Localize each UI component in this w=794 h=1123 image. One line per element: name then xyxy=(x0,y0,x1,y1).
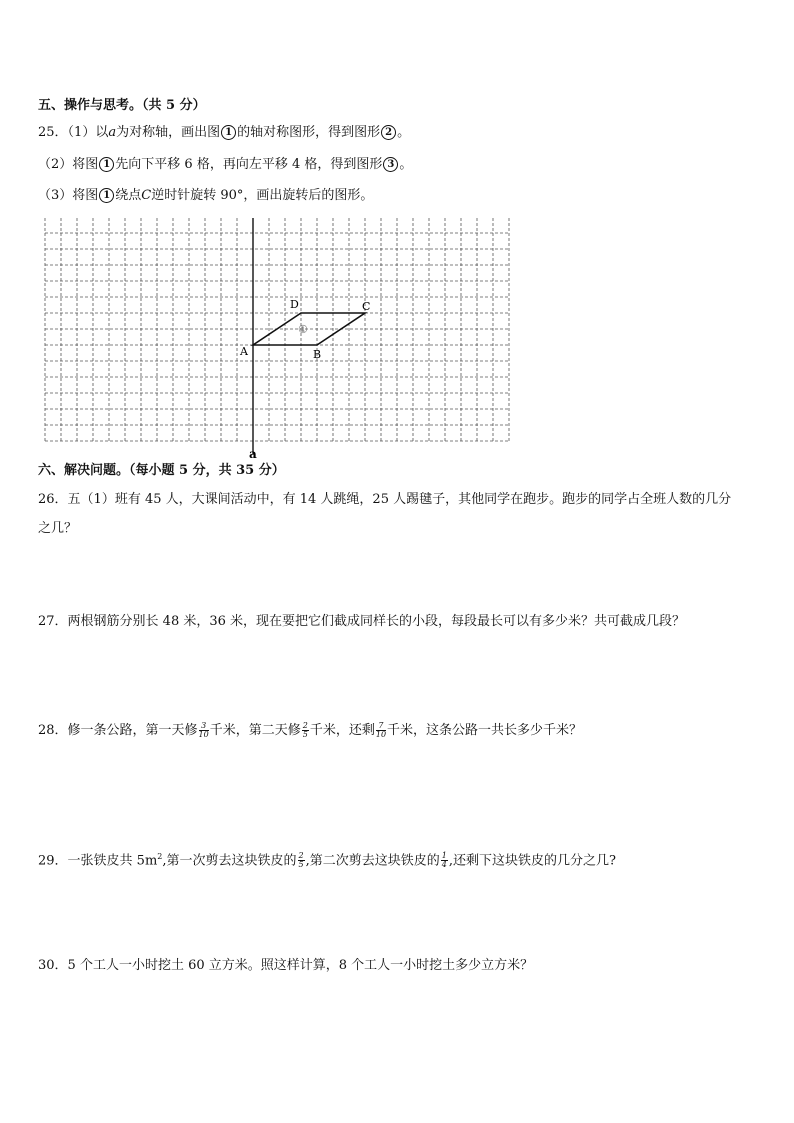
fraction: $\frac{3}{10}$ xyxy=(198,721,209,739)
q25-part1: 25．（1）以a为对称轴，画出图 1 的轴对称图形，得到图形 2 。 xyxy=(38,125,411,140)
label-B: B xyxy=(313,348,322,361)
figure-1-marker: 1 xyxy=(99,188,114,203)
q26-line2: 之几？ xyxy=(38,521,78,536)
axis-label-a: a xyxy=(249,447,257,460)
q26-line1: 26．五（1）班有 45 人，大课间活动中，有 14 人跳绳，25 人踢毽子，其他同学在跑步。跑步的同学占全班人数的几分 xyxy=(38,492,732,507)
figure-2-marker: 2 xyxy=(381,125,396,140)
figure-1-marker: 1 xyxy=(221,125,236,140)
figure-1-marker: 1 xyxy=(99,157,114,172)
q30: 30．5 个工人一小时挖土 60 立方米。照这样计算，8 个工人一小时挖土多少立方米？ xyxy=(38,958,534,973)
fraction: $\frac{2}{5}$ xyxy=(302,721,308,739)
shape-number-label: ① xyxy=(298,323,308,336)
graph-grid xyxy=(42,218,514,460)
section6-title: 六、解决问题。（每小题 5 分，共 35 分） xyxy=(38,463,285,478)
grid-lines xyxy=(45,218,509,442)
q25-part2: （2）将图 1 先向下平移 6 格，再向左平移 4 格，得到图形 3 。 xyxy=(38,157,413,172)
label-D: D xyxy=(290,298,299,311)
fraction: $\frac{2}{5}$ xyxy=(298,851,304,870)
figure-3-marker: 3 xyxy=(383,157,398,172)
label-C: C xyxy=(362,300,371,313)
q25-part3: （3）将图 1 绕点C逆时针旋转 90°，画出旋转后的图形。 xyxy=(38,188,374,203)
q27: 27．两根钢筋分别长 48 米，36 米，现在要把它们截成同样长的小段，每段最长可以有多少米？共可截成几段？ xyxy=(38,614,686,629)
parallelogram-figure-1 xyxy=(253,313,365,345)
q28: 28．修一条公路，第一天修 $\frac{3}{10}$ 千米，第二天修 $\frac{2}{5}$ 千米，还剩 $\frac{7}{10}$ 千米，这条公路一共长多少千米？ xyxy=(38,721,583,739)
fraction: $\frac{1}{4}$ xyxy=(441,851,447,870)
label-A: A xyxy=(240,345,248,358)
q29: 29．一张铁皮共 $5m^2$,第一次剪去这块铁皮的 $\frac{2}{5}$ ,第二次剪去这块铁皮的 $\frac{1}{4}$ ,还剩下这块铁皮的几分之几? xyxy=(38,851,616,870)
fraction: $\frac{7}{10}$ xyxy=(375,721,387,739)
section5-title: 五、操作与思考。（共 5 分） xyxy=(38,98,206,113)
